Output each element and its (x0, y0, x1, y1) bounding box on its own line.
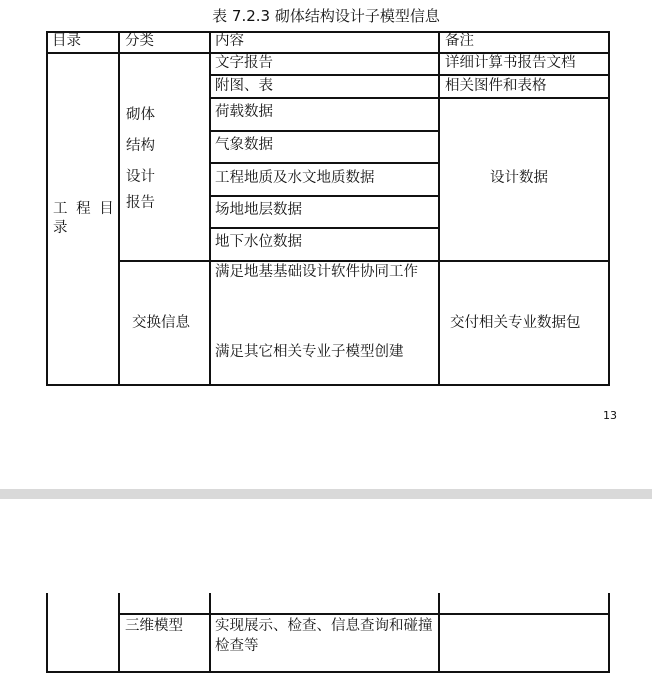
header-category: 分类 (125, 33, 154, 49)
header-content: 内容 (215, 33, 244, 49)
remark-cell: 设计数据 (490, 170, 548, 186)
table-border-bottom (46, 384, 609, 386)
table-border-left (46, 593, 48, 673)
table-border-right (608, 593, 610, 673)
content-cell: 满足地基基础设计软件协同工作 (215, 264, 418, 280)
content-cell: 场地地层数据 (215, 202, 302, 218)
content-cell: 工程地质及水文地质数据 (215, 170, 375, 186)
row-line (118, 613, 609, 615)
document-page-2 (0, 499, 652, 692)
directory-cell: 工 程 目 录 (53, 201, 116, 236)
col-line (118, 31, 120, 386)
col-line (438, 593, 440, 673)
page-separator (0, 489, 652, 499)
category-3d-model: 三维模型 (125, 618, 183, 634)
content-cell: 文字报告 (215, 55, 273, 71)
row-line (209, 195, 438, 197)
remark-cell: 交付相关专业数据包 (450, 315, 581, 331)
table-border-bottom (46, 671, 609, 673)
content-cell: 满足其它相关专业子模型创建 (215, 344, 404, 360)
category-exchange: 交换信息 (132, 315, 190, 331)
content-cell: 实现展示、检查、信息查询和碰撞检查等 (215, 618, 433, 654)
row-line (209, 227, 438, 229)
category-line: 砌体 (126, 107, 155, 123)
page-number: 13 (603, 409, 617, 422)
category-line: 报告 (126, 195, 155, 211)
remark-cell: 相关图件和表格 (445, 78, 547, 94)
col-line (209, 31, 211, 386)
content-cell: 附图、表 (215, 78, 273, 94)
col-line (118, 593, 120, 673)
content-cell: 荷载数据 (215, 104, 273, 120)
row-line (209, 130, 438, 132)
table-border-left (46, 31, 48, 386)
header-remark: 备注 (445, 33, 474, 49)
category-line: 结构 (126, 138, 155, 154)
content-cell: 气象数据 (215, 137, 273, 153)
table-border-right (608, 31, 610, 386)
col-line (209, 593, 211, 673)
header-directory: 目录 (52, 33, 81, 49)
row-line (209, 97, 609, 99)
row-line (209, 162, 438, 164)
table-title: 表 7.2.3 砌体结构设计子模型信息 (212, 7, 440, 25)
remark-cell: 详细计算书报告文档 (445, 55, 576, 71)
col-line (438, 31, 440, 386)
content-cell: 地下水位数据 (215, 234, 302, 250)
category-line: 设计 (126, 169, 155, 185)
